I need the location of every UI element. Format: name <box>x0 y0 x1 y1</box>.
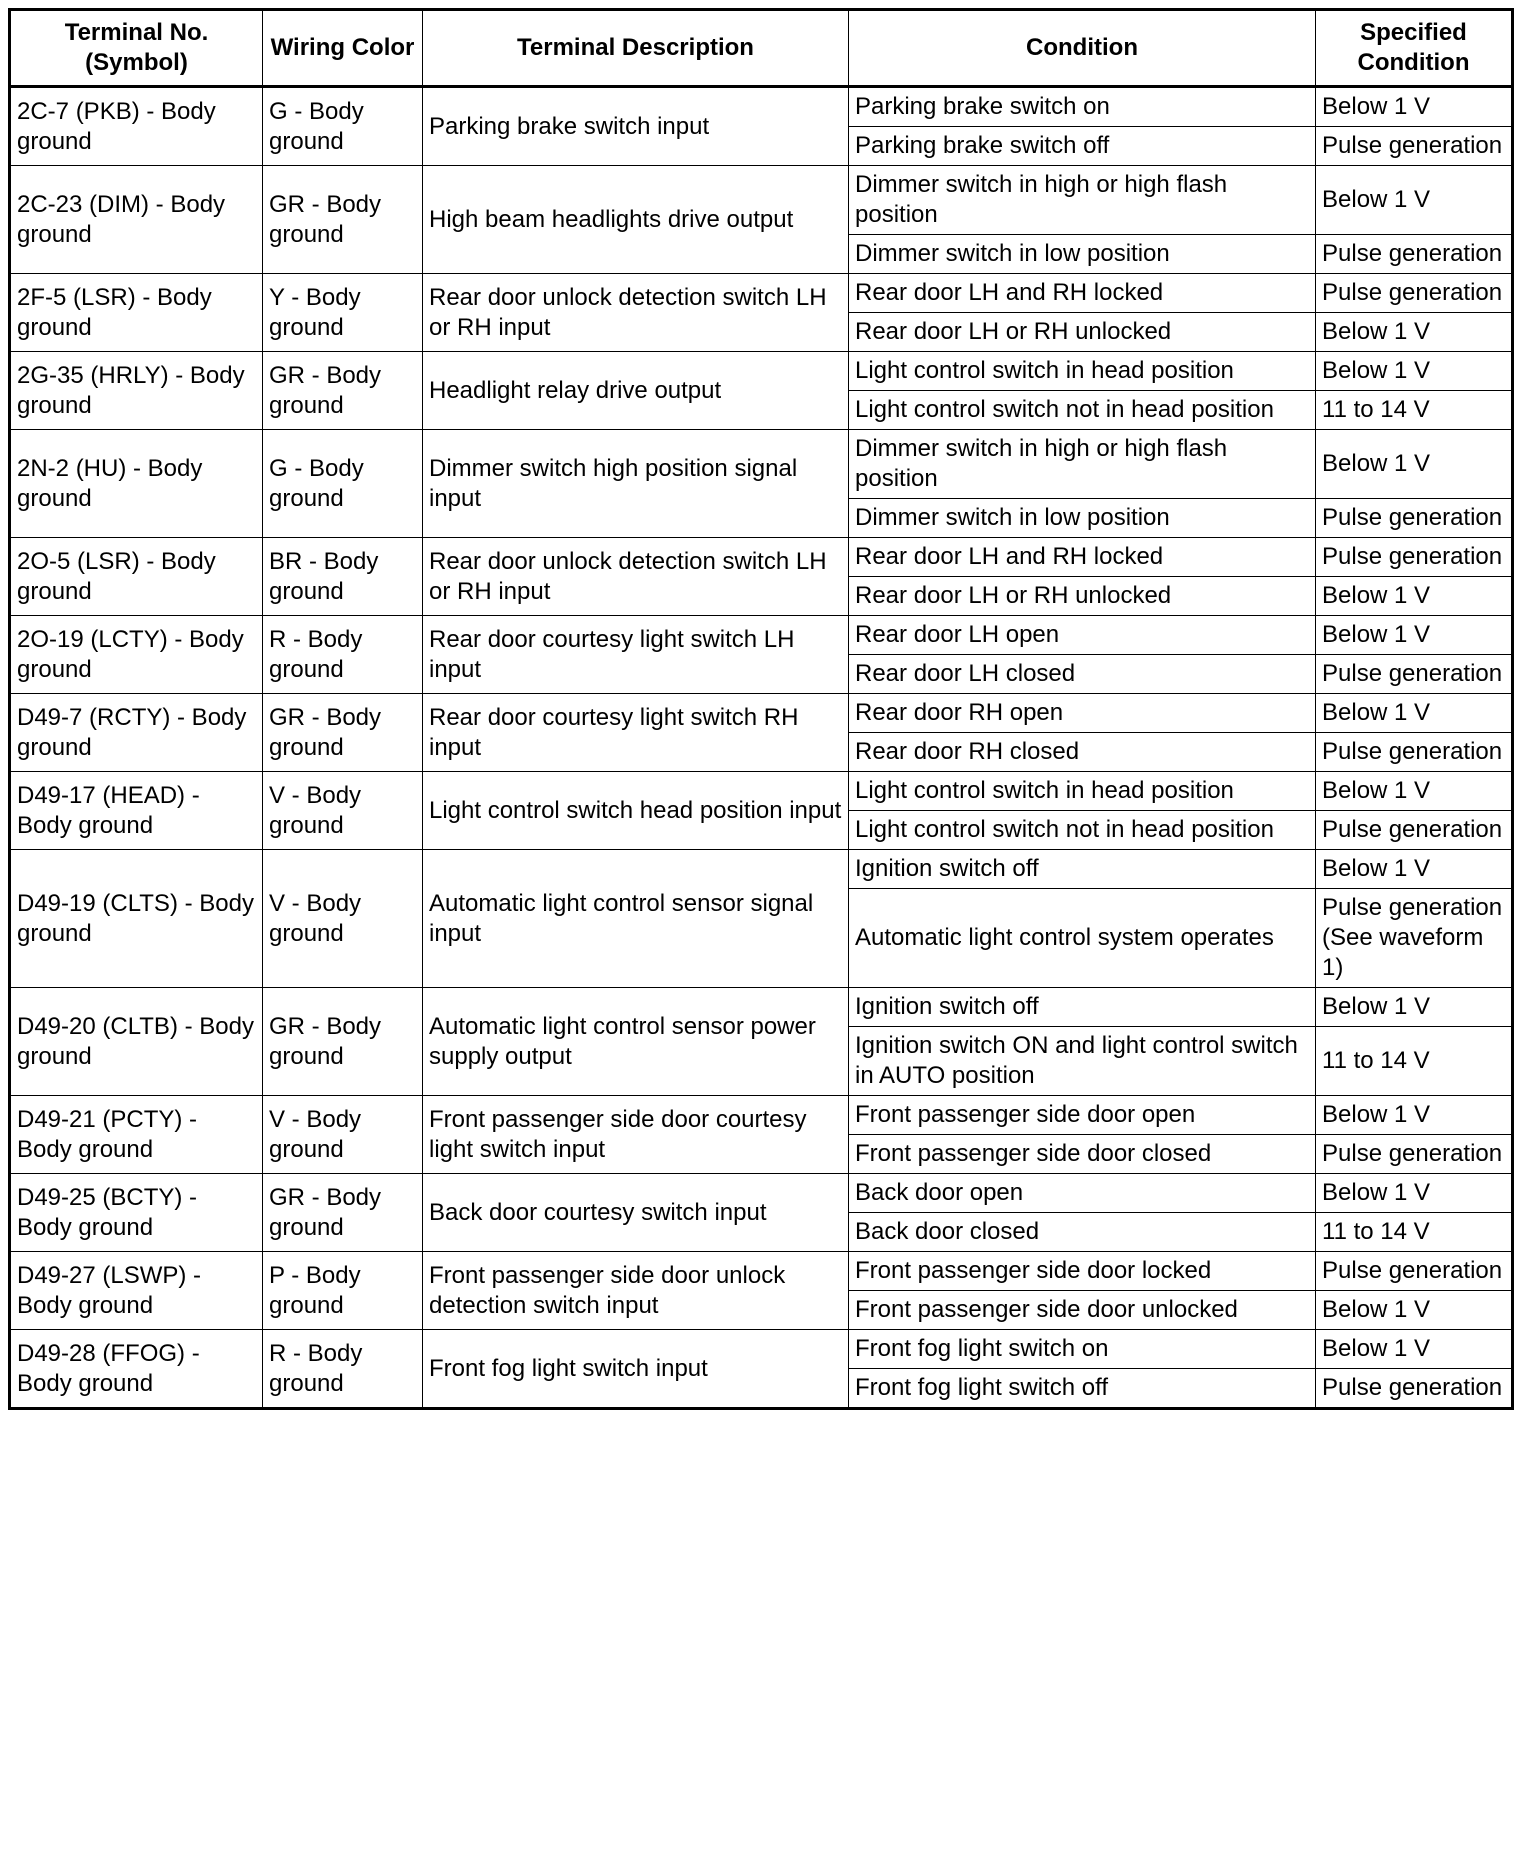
condition-cell: Ignition switch off <box>849 988 1316 1027</box>
condition-cell: Automatic light control system operates <box>849 889 1316 988</box>
condition-cell: Rear door LH open <box>849 616 1316 655</box>
specified-condition-cell: Below 1 V <box>1316 166 1513 235</box>
terminal-cell: D49-21 (PCTY) - Body ground <box>10 1096 263 1174</box>
header-condition: Condition <box>849 10 1316 87</box>
specified-condition-cell: Pulse generation <box>1316 811 1513 850</box>
condition-cell: Ignition switch ON and light control switch in AUTO position <box>849 1027 1316 1096</box>
condition-cell: Rear door LH or RH unlocked <box>849 313 1316 352</box>
specified-condition-cell: Pulse generation <box>1316 274 1513 313</box>
description-cell: Parking brake switch input <box>423 87 849 166</box>
condition-cell: Rear door LH and RH locked <box>849 538 1316 577</box>
condition-cell: Dimmer switch in high or high flash position <box>849 166 1316 235</box>
terminal-cell: 2O-5 (LSR) - Body ground <box>10 538 263 616</box>
terminal-cell: D49-17 (HEAD) - Body ground <box>10 772 263 850</box>
description-cell: Rear door courtesy light switch LH input <box>423 616 849 694</box>
description-cell: Automatic light control sensor power supply output <box>423 988 849 1096</box>
terminal-cell: D49-27 (LSWP) - Body ground <box>10 1252 263 1330</box>
condition-cell: Rear door LH closed <box>849 655 1316 694</box>
condition-cell: Front passenger side door closed <box>849 1135 1316 1174</box>
wiring-color-cell: GR - Body ground <box>263 694 423 772</box>
terminal-cell: D49-25 (BCTY) - Body ground <box>10 1174 263 1252</box>
specified-condition-cell: Below 1 V <box>1316 772 1513 811</box>
table-row <box>10 538 1513 577</box>
description-cell: Headlight relay drive output <box>423 352 849 430</box>
table-row <box>10 694 1513 733</box>
terminal-cell: 2G-35 (HRLY) - Body ground <box>10 352 263 430</box>
condition-cell: Back door open <box>849 1174 1316 1213</box>
condition-cell: Rear door RH closed <box>849 733 1316 772</box>
specified-condition-cell: Below 1 V <box>1316 313 1513 352</box>
header-row <box>10 10 1513 87</box>
description-cell: Automatic light control sensor signal input <box>423 850 849 988</box>
specified-condition-cell: Pulse generation <box>1316 733 1513 772</box>
table-row <box>10 274 1513 313</box>
terminal-cell: 2N-2 (HU) - Body ground <box>10 430 263 538</box>
description-cell: Front fog light switch input <box>423 1330 849 1409</box>
wiring-color-cell: G - Body ground <box>263 87 423 166</box>
wiring-color-cell: GR - Body ground <box>263 988 423 1096</box>
terminal-cell: 2F-5 (LSR) - Body ground <box>10 274 263 352</box>
specified-condition-cell: Below 1 V <box>1316 1096 1513 1135</box>
condition-cell: Light control switch in head position <box>849 352 1316 391</box>
condition-cell: Dimmer switch in low position <box>849 499 1316 538</box>
specified-condition-cell: Below 1 V <box>1316 988 1513 1027</box>
specified-condition-cell: Pulse generation <box>1316 655 1513 694</box>
table-row <box>10 1252 1513 1291</box>
condition-cell: Light control switch not in head position <box>849 811 1316 850</box>
table-row <box>10 1330 1513 1369</box>
terminal-cell: D49-28 (FFOG) - Body ground <box>10 1330 263 1409</box>
table-row <box>10 616 1513 655</box>
terminal-table <box>8 8 1514 1410</box>
specified-condition-cell: Below 1 V <box>1316 577 1513 616</box>
wiring-color-cell: G - Body ground <box>263 430 423 538</box>
wiring-color-cell: GR - Body ground <box>263 1174 423 1252</box>
condition-cell: Front passenger side door locked <box>849 1252 1316 1291</box>
wiring-color-cell: GR - Body ground <box>263 166 423 274</box>
condition-cell: Dimmer switch in high or high flash position <box>849 430 1316 499</box>
table-row <box>10 352 1513 391</box>
condition-cell: Front passenger side door open <box>849 1096 1316 1135</box>
wiring-color-cell: BR - Body ground <box>263 538 423 616</box>
wiring-color-cell: R - Body ground <box>263 1330 423 1409</box>
specified-condition-cell: 11 to 14 V <box>1316 1027 1513 1096</box>
specified-condition-cell: Pulse generation <box>1316 1135 1513 1174</box>
table-row <box>10 772 1513 811</box>
specified-condition-cell: Pulse generation <box>1316 1369 1513 1409</box>
condition-cell: Light control switch not in head position <box>849 391 1316 430</box>
condition-cell: Rear door LH or RH unlocked <box>849 577 1316 616</box>
specified-condition-cell: Pulse generation <box>1316 499 1513 538</box>
condition-cell: Front passenger side door unlocked <box>849 1291 1316 1330</box>
table-row <box>10 87 1513 127</box>
specified-condition-cell: Below 1 V <box>1316 430 1513 499</box>
wiring-color-cell: V - Body ground <box>263 1096 423 1174</box>
header-wiring: Wiring Color <box>263 10 423 87</box>
terminal-cell: 2C-23 (DIM) - Body ground <box>10 166 263 274</box>
specified-condition-cell: Pulse generation <box>1316 127 1513 166</box>
wiring-color-cell: GR - Body ground <box>263 352 423 430</box>
terminal-cell: D49-20 (CLTB) - Body ground <box>10 988 263 1096</box>
specified-condition-cell: 11 to 14 V <box>1316 1213 1513 1252</box>
specified-condition-cell: Below 1 V <box>1316 616 1513 655</box>
description-cell: Rear door unlock detection switch LH or RH input <box>423 274 849 352</box>
table-row <box>10 850 1513 889</box>
header-specified: Specified Condition <box>1316 10 1513 87</box>
specified-condition-cell: Below 1 V <box>1316 352 1513 391</box>
specified-condition-cell: Pulse generation (See waveform 1) <box>1316 889 1513 988</box>
specified-condition-cell: Pulse generation <box>1316 1252 1513 1291</box>
wiring-color-cell: V - Body ground <box>263 772 423 850</box>
description-cell: Front passenger side door courtesy light switch input <box>423 1096 849 1174</box>
specified-condition-cell: Pulse generation <box>1316 538 1513 577</box>
condition-cell: Parking brake switch off <box>849 127 1316 166</box>
terminal-cell: 2O-19 (LCTY) - Body ground <box>10 616 263 694</box>
table-row <box>10 1096 1513 1135</box>
description-cell: High beam headlights drive output <box>423 166 849 274</box>
table-row <box>10 988 1513 1027</box>
terminal-cell: D49-7 (RCTY) - Body ground <box>10 694 263 772</box>
description-cell: Dimmer switch high position signal input <box>423 430 849 538</box>
condition-cell: Dimmer switch in low position <box>849 235 1316 274</box>
specified-condition-cell: Below 1 V <box>1316 850 1513 889</box>
specified-condition-cell: Below 1 V <box>1316 1330 1513 1369</box>
condition-cell: Back door closed <box>849 1213 1316 1252</box>
wiring-color-cell: R - Body ground <box>263 616 423 694</box>
wiring-color-cell: Y - Body ground <box>263 274 423 352</box>
wiring-color-cell: P - Body ground <box>263 1252 423 1330</box>
specified-condition-cell: 11 to 14 V <box>1316 391 1513 430</box>
description-cell: Rear door unlock detection switch LH or RH input <box>423 538 849 616</box>
specified-condition-cell: Pulse generation <box>1316 235 1513 274</box>
specified-condition-cell: Below 1 V <box>1316 1174 1513 1213</box>
terminal-cell: D49-19 (CLTS) - Body ground <box>10 850 263 988</box>
condition-cell: Ignition switch off <box>849 850 1316 889</box>
terminal-cell: 2C-7 (PKB) - Body ground <box>10 87 263 166</box>
condition-cell: Rear door RH open <box>849 694 1316 733</box>
header-terminal: Terminal No. (Symbol) <box>10 10 263 87</box>
description-cell: Front passenger side door unlock detection switch input <box>423 1252 849 1330</box>
description-cell: Back door courtesy switch input <box>423 1174 849 1252</box>
description-cell: Light control switch head position input <box>423 772 849 850</box>
condition-cell: Front fog light switch off <box>849 1369 1316 1409</box>
table-body <box>10 87 1513 1409</box>
specified-condition-cell: Below 1 V <box>1316 694 1513 733</box>
specified-condition-cell: Below 1 V <box>1316 87 1513 127</box>
header-description: Terminal Description <box>423 10 849 87</box>
table-row <box>10 166 1513 235</box>
condition-cell: Light control switch in head position <box>849 772 1316 811</box>
specified-condition-cell: Below 1 V <box>1316 1291 1513 1330</box>
table-row <box>10 430 1513 499</box>
wiring-color-cell: V - Body ground <box>263 850 423 988</box>
condition-cell: Front fog light switch on <box>849 1330 1316 1369</box>
table-row <box>10 1174 1513 1213</box>
condition-cell: Parking brake switch on <box>849 87 1316 127</box>
description-cell: Rear door courtesy light switch RH input <box>423 694 849 772</box>
condition-cell: Rear door LH and RH locked <box>849 274 1316 313</box>
